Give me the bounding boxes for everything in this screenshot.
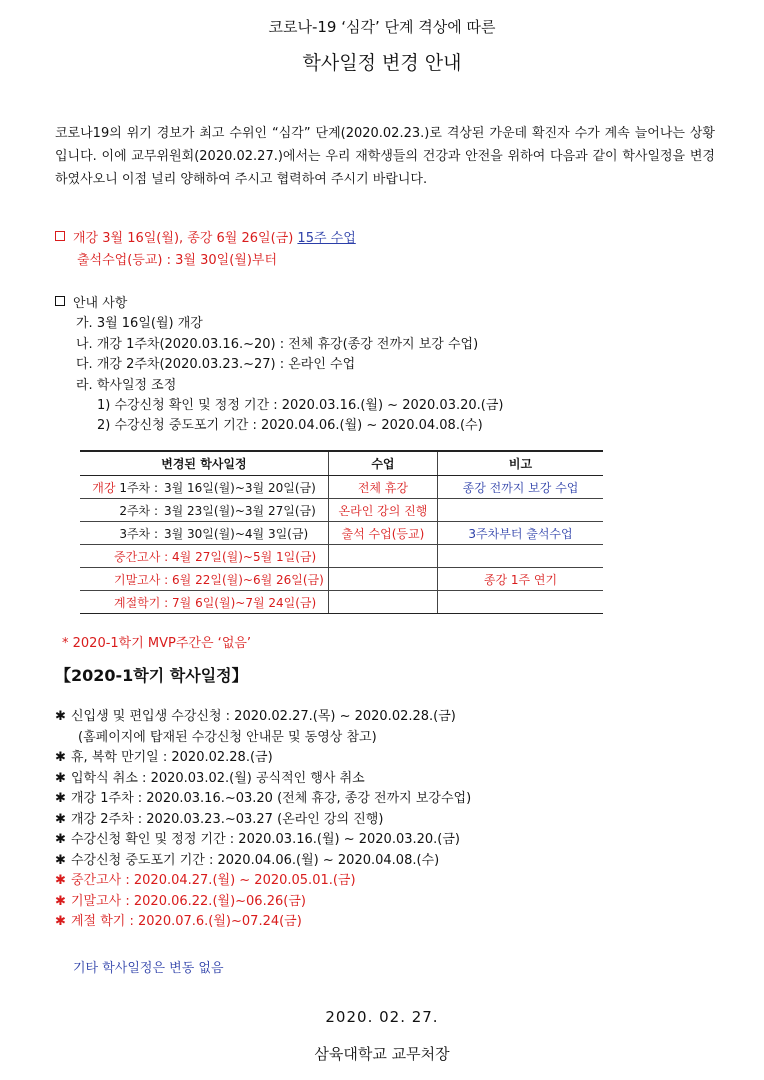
note-cell xyxy=(438,591,604,614)
asterisk-icon: ✱ xyxy=(55,709,66,724)
class-cell: 전체 휴강 xyxy=(328,476,437,499)
class-cell: 온라인 강의 진행 xyxy=(328,499,437,522)
notice-period: 개강 3월 16일(월), 종강 6월 26일(금) xyxy=(73,231,298,246)
list-item: ✱ 계절 학기 : 2020.07.6.(월)~07.24(금) xyxy=(55,914,302,929)
guide-heading: 안내 사항 xyxy=(55,292,127,311)
list-item: ✱ 중간고사 : 2020.04.27.(월) ~ 2020.05.01.(금) xyxy=(55,873,356,888)
notice-line-2: 출석수업(등교) : 3월 30일(월)부터 xyxy=(77,253,278,268)
class-cell xyxy=(328,568,437,591)
note-cell xyxy=(438,499,604,522)
note-cell xyxy=(438,545,604,568)
list-item: ✱ 수강신청 확인 및 정정 기간 : 2020.03.16.(월) ~ 2020.03.20.(금) xyxy=(55,832,461,847)
other-note: 기타 학사일정은 변동 없음 xyxy=(73,961,224,976)
checkbox-square-icon xyxy=(55,296,65,306)
asterisk-icon: ✱ xyxy=(55,853,66,868)
list-item: ✱ 개강 2주차 : 2020.03.23.~03.27 (온라인 강의 진행) xyxy=(55,812,384,827)
note-cell: 종강 전까지 보강 수업 xyxy=(438,476,604,499)
guide-sub-item: 2) 수강신청 중도포기 기간 : 2020.04.06.(월) ~ 2020.04.08.(수) xyxy=(97,418,483,433)
schedule-cell xyxy=(80,522,328,545)
intro-paragraph: 코로나19의 위기 경보가 최고 수위인 “심각” 단계(2020.02.23.)로 격상된 가운데 확진자 수가 계속 늘어나는 상황입니다. 이에 교무위원회(2020.02.27.)에서는 우리 재학생들의 건강과 안전을 위하여 다음과 같이 학사일정을 변경하였사오니 이점 널리 양해하여 주시고 협력하여 주시기 바랍니다. xyxy=(55,126,715,187)
table-header-cell: 비고 xyxy=(438,451,604,476)
schedule-cell xyxy=(80,499,328,522)
season-cell: 계절학기 : 7월 6일(월)~7월 24일(금) xyxy=(80,591,328,614)
guide-item: 다. 개강 2주차(2020.03.23.~27) : 온라인 수업 xyxy=(76,357,356,372)
asterisk-icon: ✱ xyxy=(55,812,66,827)
note-cell: 종강 1주 연기 xyxy=(438,568,604,591)
table-header-cell: 수업 xyxy=(328,451,437,476)
document-subtitle: 코로나-19 ‘심각’ 단계 격상에 따른 xyxy=(268,18,496,36)
asterisk-icon: ✱ xyxy=(55,832,66,847)
guide-sub-item: 1) 수강신청 확인 및 정정 기간 : 2020.03.16.(월) ~ 2020.03.20.(금) xyxy=(97,398,504,413)
exam-cell: 기말고사 : 6월 22일(월)~6월 26일(금) xyxy=(80,568,328,591)
list-item: ✱ 휴, 복학 만기일 : 2020.02.28.(금) xyxy=(55,750,273,765)
asterisk-icon: ✱ xyxy=(55,791,66,806)
notice-weeks: 15주 수업 xyxy=(297,231,356,246)
list-item: ✱ 신입생 및 편입생 수강신청 : 2020.02.27.(목) ~ 2020.02.28.(금) xyxy=(55,709,456,724)
row-prefix: 개강 xyxy=(92,480,116,495)
guide-item: 라. 학사일정 조정 xyxy=(76,378,177,393)
notice-line-1 xyxy=(55,227,356,246)
document-date: 2020. 02. 27. xyxy=(325,1008,439,1026)
table-row xyxy=(80,591,603,614)
list-item: ✱ 개강 1주차 : 2020.03.16.~03.20 (전체 휴강, 종강 전까지 보강수업) xyxy=(55,791,472,806)
table-header-cell: 변경된 학사일정 xyxy=(80,451,328,476)
class-cell xyxy=(328,545,437,568)
class-cell xyxy=(328,591,437,614)
checkbox-square-icon xyxy=(55,231,65,241)
exam-cell: 중간고사 : 4월 27일(월)~5월 1일(금) xyxy=(80,545,328,568)
schedule-section-title: 【2020-1학기 학사일정】 xyxy=(55,666,248,685)
guide-item: 가. 3월 16일(월) 개강 xyxy=(76,316,203,331)
asterisk-icon: ✱ xyxy=(55,873,66,888)
asterisk-icon: ✱ xyxy=(55,894,66,909)
list-item: ✱ 입학식 취소 : 2020.03.02.(월) 공식적인 행사 취소 xyxy=(55,771,365,786)
table-row xyxy=(80,545,603,568)
row-dates: 3월 23일(월)~3월 27일(금) xyxy=(164,503,316,518)
table-row xyxy=(80,499,603,522)
row-label: 2주차 : xyxy=(119,503,158,518)
document-title: 학사일정 변경 안내 xyxy=(302,52,462,74)
schedule-cell xyxy=(80,476,328,499)
asterisk-icon: ✱ xyxy=(55,914,66,929)
table-header-row xyxy=(80,451,603,476)
table-row xyxy=(80,522,603,545)
guide-item: 나. 개강 1주차(2020.03.16.~20) : 전체 휴강(종강 전까지 보강 수업) xyxy=(76,337,479,352)
note-cell: 3주차부터 출석수업 xyxy=(438,522,604,545)
asterisk-icon: ✱ xyxy=(55,750,66,765)
list-item: ✱ 기말고사 : 2020.06.22.(월)~06.26(금) xyxy=(55,894,306,909)
table-row xyxy=(80,568,603,591)
table-footnote: * 2020-1학기 MVP주간은 ‘없음’ xyxy=(62,636,252,651)
row-dates: 3월 16일(월)~3월 20일(금) xyxy=(164,480,316,495)
table-row xyxy=(80,476,603,499)
row-label: 1주차 : xyxy=(119,480,158,495)
asterisk-icon: ✱ xyxy=(55,771,66,786)
list-item-sub: (홈페이지에 탑재된 수강신청 안내문 및 동영상 참고) xyxy=(78,730,377,745)
row-label: 3주차 : xyxy=(119,526,158,541)
class-cell: 출석 수업(등교) xyxy=(328,522,437,545)
schedule-table xyxy=(80,450,603,614)
list-item: ✱ 수강신청 중도포기 기간 : 2020.04.06.(월) ~ 2020.04.08.(수) xyxy=(55,853,440,868)
row-dates: 3월 30일(월)~4월 3일(금) xyxy=(164,526,309,541)
issuing-office: 삼육대학교 교무처장 xyxy=(314,1045,450,1063)
